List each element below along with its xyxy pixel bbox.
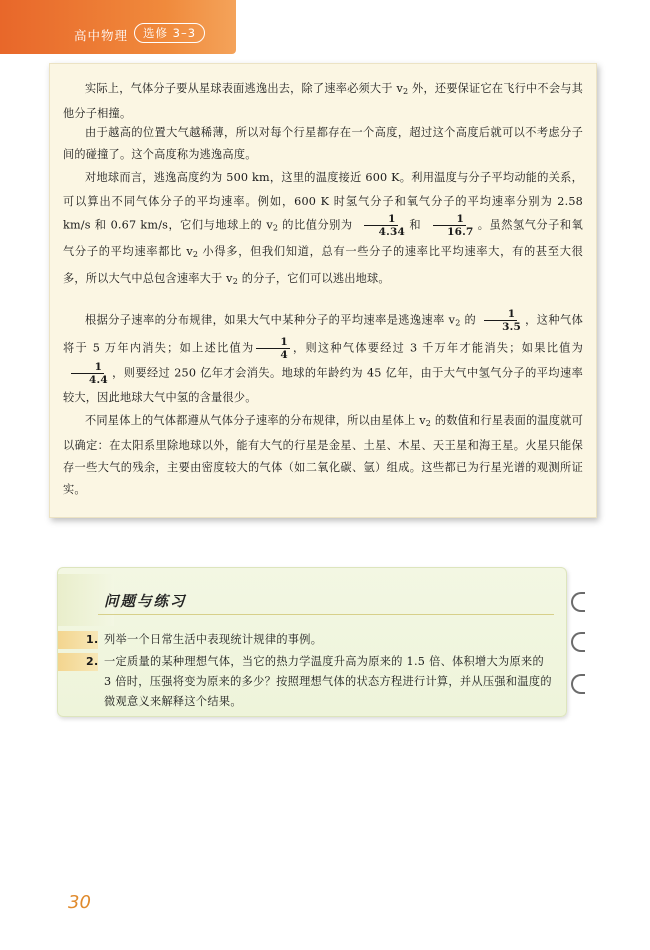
page-number: 30 (68, 892, 91, 913)
reading-box (49, 63, 597, 518)
chapter-header-tab (0, 0, 236, 54)
reading-paragraph-5: 不同星体上的气体都遵从气体分子速率的分布规律，所以由星体上 $v_2$ 的数值和行星表面的温度就可以确定：在太阳系里除地球以外，能有大气的行星是金星、土星、木星、天王星和海王星。火星只能保存一些大气的残余，主要由密度较大的气体（如二氧化碳、氩）组成。这些都已为行星光谱的观测所证实。 (63, 414, 584, 496)
book-title: 高中物理 (74, 28, 129, 43)
fraction: $\frac{1}{3.5}$ (478, 308, 523, 333)
exercise-text: 一定质量的某种理想气体，当它的热力学温度升高为原来的 1.5 倍、体积增大为原来的 3 倍时，压强将变为原来的多少？按照理想气体的状态方程进行计算，并从压强和温度的微观意义来解释这个结果。 (104, 655, 552, 708)
reading-paragraph-4: 根据分子速率的分布规律，如果大气中某种分子的平均速率是逃逸速率 $v_2$ 的 $\frac{1}{3.5}$ ，这种气体将于 5 万年内消失；如上述比值为 $\frac{1}{4}$ ，则这种气体要经过 3 千万年才能消失；如果比值为 $\frac{1}{4.4}$ ，则要经过 250 亿年才会消失。地球的年龄约为 45 亿年，由于大气中氢气分子的平均速率较大，因此地球大气中氢的含量很少。 (63, 308, 583, 404)
exercise-item-2 (58, 652, 552, 714)
binder-ring-icon (571, 632, 585, 652)
binder-ring-icon (571, 674, 585, 694)
volume-label: 选修 3–3 (134, 23, 205, 43)
reading-paragraph-2: 由于越高的位置大气越稀薄，所以对每个行星都存在一个高度，超过这个高度后就可以不考虑分子间的碰撞了。这个高度称为逃逸高度。 (63, 126, 583, 161)
exercise-item-1 (58, 630, 552, 650)
exercise-title-rule (98, 614, 554, 615)
exercise-number: 2. (86, 655, 99, 668)
fraction: $\frac{1}{4.4}$ (65, 361, 110, 386)
exercise-text: 列举一个日常生活中表现统计规律的事例。 (104, 633, 323, 646)
fraction: $\frac{1}{4}$ (256, 336, 290, 361)
fraction: $\frac{1}{16.7}$ (423, 213, 475, 238)
fraction: $\frac{1}{4.34}$ (355, 213, 407, 238)
reading-paragraph-3: 对地球而言，逃逸高度约为 500 km，这里的温度接近 600 K。利用温度与分子平均动能的关系，可以算出不同气体分子的平均速率。例如，600 K 时氢气分子和氧气分子的平均速率分别为 2.58 km/s 和 0.67 km/s，它们与地球上的 $v_2$ 的比值分别为 $\frac{1}{4.34}$ 和 $\frac{1}{16.7}$ 。虽然氢气分子和氧气分子的平均速率都比 $v_2$ 小得多，但我们知道，总有一些分子的速率比平均速率大，有的甚至大很多，所以大气中总包含速率大于 $v_2$ 的分子，它们可以逃出地球。 (63, 171, 584, 286)
exercise-title: 问题与练习 (104, 594, 187, 610)
exercise-box (57, 567, 567, 717)
binder-ring-icon (571, 592, 585, 612)
exercise-number: 1. (86, 633, 99, 646)
reading-paragraph-1: 实际上，气体分子要从星球表面逃逸出去，除了速率必须大于 $v_2$ 外，还要保证它在飞行中不会与其他分子相撞。 (63, 82, 583, 120)
